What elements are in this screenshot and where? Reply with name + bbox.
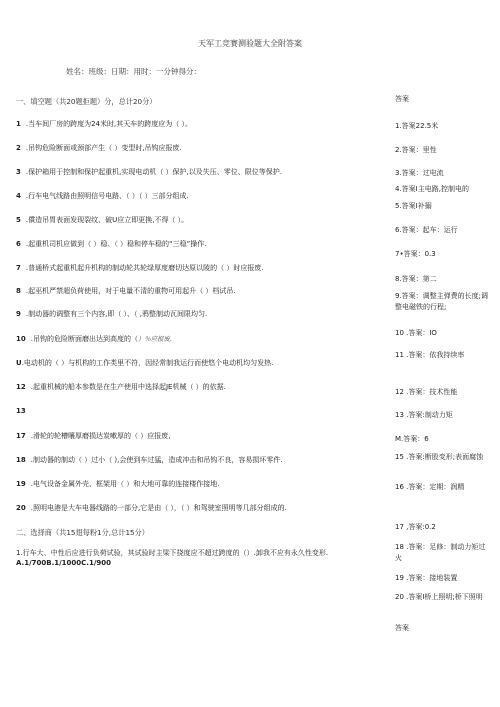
answer-item: 7•答案：0.3 xyxy=(395,250,436,258)
question-text-tail: ）％应报废. xyxy=(137,335,172,343)
answer-item: M.答案：6 xyxy=(395,435,429,443)
question-text: .制动器的制动（ ）过小（ ),会使到车过猛，造成冲击和吊钩不良，容易损坏零件. xyxy=(30,456,283,464)
question-text: .起重机司机应做到（ ）稳、（ ）稳和停车稳的“三稳”操作. xyxy=(25,240,207,248)
question-number: 12 xyxy=(16,383,26,391)
question-number: 18 xyxy=(16,456,26,464)
answer-item: 16 .答案：定期：润精 xyxy=(395,483,465,491)
answer-item: 20 .答案I桥上照明;桥下照明 xyxy=(395,593,483,601)
answer-item: 19 .答案：接地装置 xyxy=(395,574,458,582)
question-number: 10 xyxy=(16,335,26,343)
question-11 xyxy=(16,359,378,368)
choice-question-1-options: A.1/700B.1/1000C.1/900 xyxy=(16,559,111,567)
answer-item: 18 .答案：足修：制动力矩过火 xyxy=(395,543,486,562)
answer-item: 3.答案：过电流 xyxy=(395,169,444,177)
question-number: 5 xyxy=(16,216,21,224)
question-text: .电气设备金属外壳、框架用（ ）和大地可靠的连接楼作接地. xyxy=(30,480,220,488)
question-text: .吊钩的危险断面磨出达到高度的（ xyxy=(30,335,138,343)
question-text: .吊钩危险断面或颈部产生（ ）变型时,吊钩应报废. xyxy=(25,144,182,152)
section2-heading: 二、选择商（共15翅每粉1分,总计15分） xyxy=(16,528,149,537)
answers-footer-heading: 答案 xyxy=(395,624,409,632)
question-number: 3 xyxy=(16,168,21,176)
answer-item: 5.答案I补搦 xyxy=(395,202,432,210)
question-number: 19 xyxy=(16,480,26,488)
question-7 xyxy=(16,264,378,273)
question-12 xyxy=(16,383,378,392)
question-3 xyxy=(16,168,378,177)
question-text: .起巫机严禁超负荷使用，对于电量不清的重物可用起升（ ）档试吊. xyxy=(25,287,236,295)
student-info-line: 姓名：班级：日期：用时：一分钟得分： xyxy=(66,67,201,76)
question-text: .起重机械的船本参数是在生产使用中选择起JE机械（ ）的依据. xyxy=(30,383,226,391)
question-text: .償造吊胃表面发现裂纹、破U应立即更换,不得（ ）。 xyxy=(25,216,189,224)
question-number: 13 xyxy=(16,407,26,415)
answer-item: 10 .答案：IO xyxy=(395,329,437,337)
answer-item: 6.答案：起车：运行 xyxy=(395,226,458,234)
question-number: 9 xyxy=(16,310,21,318)
answer-item: 12 .答案：技术性能 xyxy=(395,388,458,396)
question-number: U xyxy=(16,359,22,367)
page-title: 天军工竞赛测验题大全附答案 xyxy=(198,39,302,48)
question-10 xyxy=(16,335,378,344)
answer-item: 8.答案：第二 xyxy=(395,275,437,283)
answer-item: 9.答案：调整主弹费的长度;调整电磁铁的行程; xyxy=(395,292,489,311)
question-2 xyxy=(16,144,378,153)
question-number: 4 xyxy=(16,192,21,200)
question-text: .滑轮的轮槽嚷厚磨损达炭嗽厚的（ ）应报废, xyxy=(30,432,171,440)
question-number: 8 xyxy=(16,287,21,295)
question-6 xyxy=(16,240,378,249)
question-8 xyxy=(16,287,378,296)
question-1 xyxy=(16,120,378,129)
question-text: .电动机的（ ）与机构的工作类里不符，因经常制我运行而使悠个电动机均匀发热. xyxy=(21,359,274,367)
question-18 xyxy=(16,456,378,465)
answer-item: 13 .答案:制动力矩 xyxy=(395,411,453,419)
answer-item: 1.答案22.5米 xyxy=(395,122,439,130)
question-number: 7 xyxy=(16,264,21,272)
question-text: .当车间厂房的跨度为24米时,其天车的跨度应为（ ）。 xyxy=(25,120,192,128)
section1-heading: 一、填空题（共20题拒题）分，总计20分） xyxy=(16,97,157,106)
choice-question-1: 1.行车大、中性后应进行负荷试验，其试验时主梁下挠度应不超过跨度的（）.卸我不应有永久性变形. xyxy=(16,549,329,557)
question-19 xyxy=(16,480,378,489)
question-number: 6 xyxy=(16,240,21,248)
question-5 xyxy=(16,216,378,225)
question-4 xyxy=(16,192,378,201)
question-number: 20 xyxy=(16,504,26,512)
question-text: .照明电港是大车电器线路的一部分,它是由（ ），（ ）和驾驶室照明等几部分组成的. xyxy=(30,504,287,512)
question-13 xyxy=(16,407,378,416)
question-number: 2 xyxy=(16,144,21,152)
answer-item: 2.答案：里性 xyxy=(395,146,437,154)
answer-item: 17 ,答案:0.2 xyxy=(395,523,436,531)
question-text: .制动器的调整有三个内容,即（ ）、（ ,鸦整制动瓦间限均匀. xyxy=(25,310,208,318)
question-20 xyxy=(16,504,378,513)
answer-item: 15 .答案:断股变形;表面腐蚀 xyxy=(395,453,484,461)
question-text: .保护箱用于控制和保护起重机,实现电动机（ ）保护,以及失压、零位、限位等保护. xyxy=(25,168,282,176)
answers-heading: 答案 xyxy=(395,95,409,103)
question-text: .行车电气线路由照明信号电路、（ ）（ ）三部分组成. xyxy=(25,192,189,200)
question-number: 1 xyxy=(16,120,21,128)
answer-item: 4.答案I主电路,控制电的 xyxy=(395,185,469,193)
question-17 xyxy=(16,432,378,441)
question-number: 17 xyxy=(16,432,26,440)
question-text: .普通桥式起重机起升机构的制动轮共轮绿厚度磨切达原以陵的（ ）时应报废. xyxy=(25,264,264,272)
answer-item: 11 .答案：依我持续率 xyxy=(395,351,465,359)
question-9 xyxy=(16,310,378,319)
